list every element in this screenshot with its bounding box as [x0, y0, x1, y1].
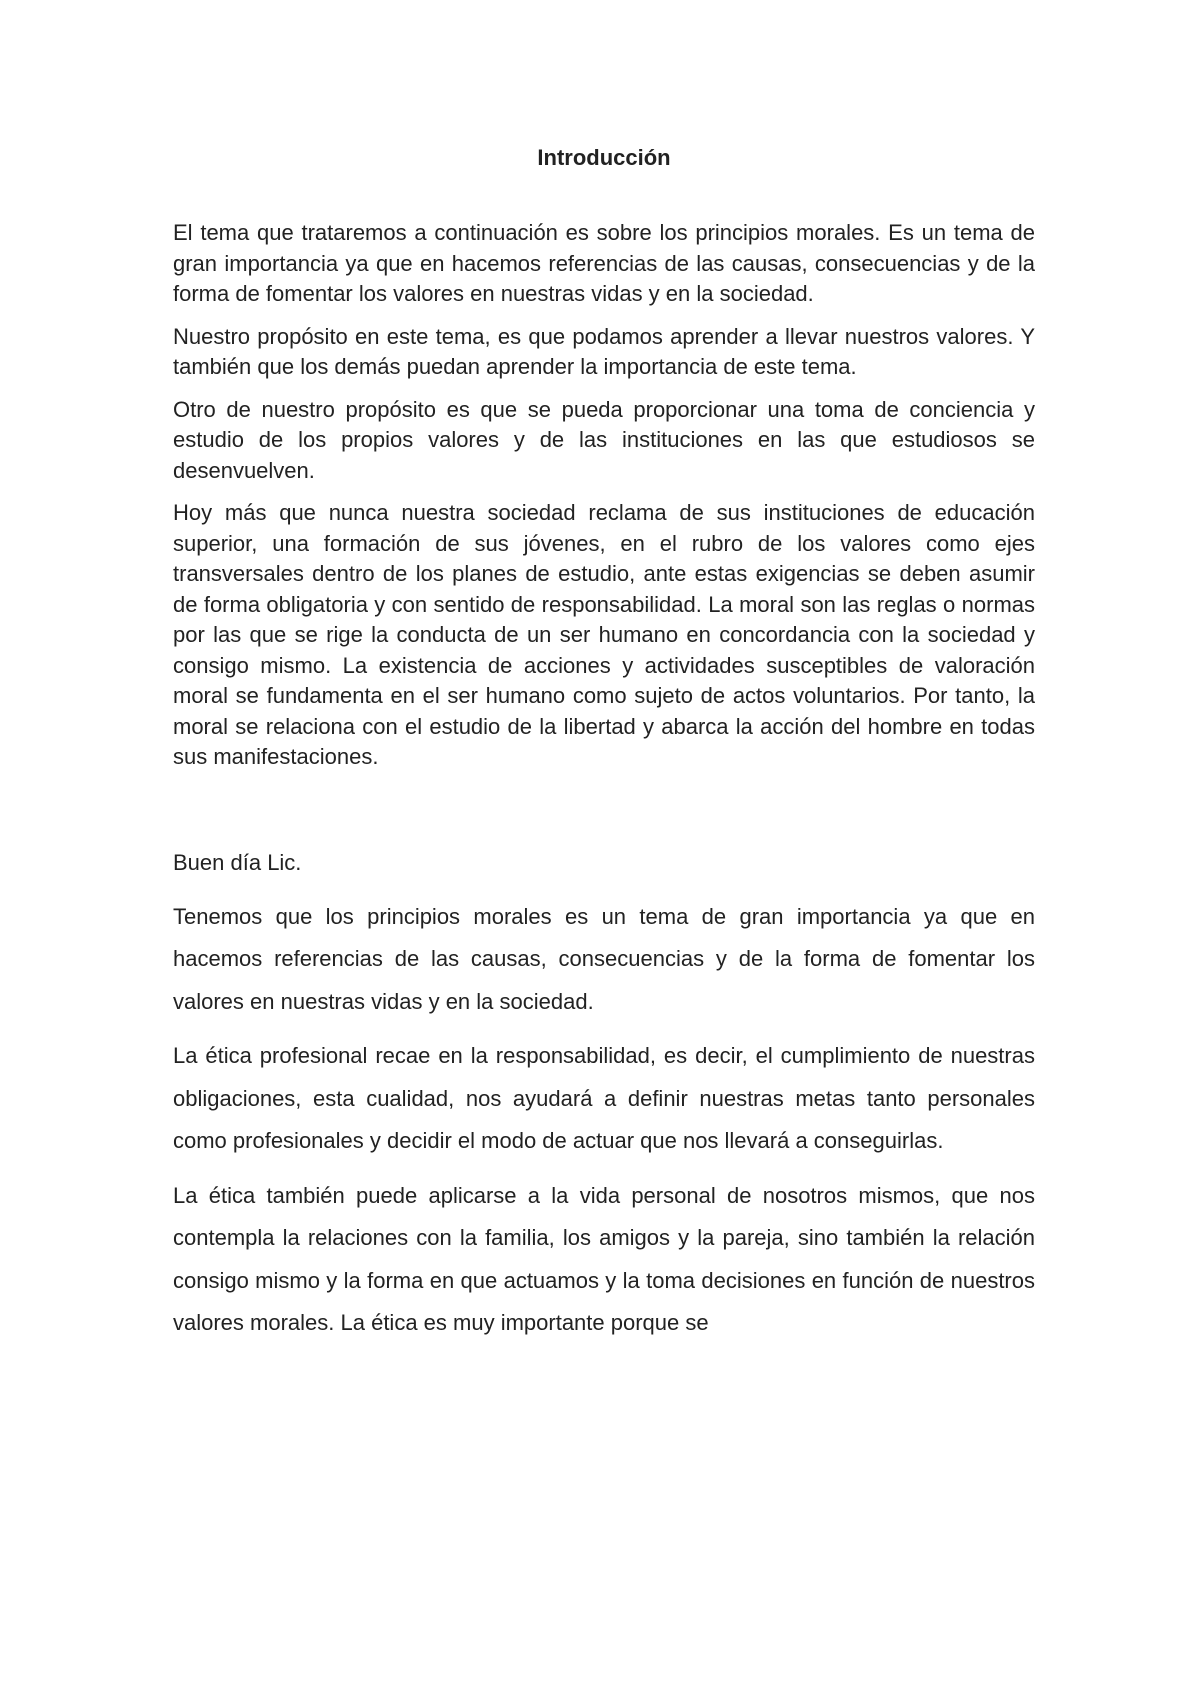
document-content	[173, 138, 1035, 1357]
body-paragraph-3: La ética también puede aplicarse a la vida personal de nosotros mismos, que nos contempla la relaciones con la familia, los amigos y la pareja, sino también la relación consigo mismo y la forma en que actuamos y la toma decisiones en función de nuestros valores morales. La ética es muy importante porque se	[173, 1182, 1035, 1335]
greeting: Buen día Lic.	[173, 849, 302, 875]
body-paragraph-2: La ética profesional recae en la responsabilidad, es decir, el cumplimiento de nuestras obligaciones, esta cualidad, nos ayudará a definir nuestras metas tanto personales como profesionales y decidir el modo de actuar que nos llevará a conseguirlas.	[173, 1043, 1035, 1153]
page-title: Introducción	[537, 145, 671, 170]
intro-paragraph-2: Nuestro propósito en este tema, es que podamos aprender a llevar nuestros valores. Y también que los demás puedan aprender la importancia de este tema.	[173, 323, 1035, 379]
intro-paragraph-3: Otro de nuestro propósito es que se pueda proporcionar una toma de conciencia y estudio de los propios valores y de las instituciones en las que estudiosos se desenvuelven.	[173, 396, 1035, 483]
intro-paragraph-1: El tema que trataremos a continuación es sobre los principios morales. Es un tema de gran importancia ya que en hacemos referencias de las causas, consecuencias y de la forma de fomentar los valores en nuestras vidas y en la sociedad.	[173, 220, 1035, 306]
intro-paragraph-4: Hoy más que nunca nuestra sociedad reclama de sus instituciones de educación superior, una formación de sus jóvenes, en el rubro de los valores como ejes transversales dentro de los planes de estudio, ante estas exigencias se deben asumir de forma obligatoria y con sentido de responsabilidad. La moral son las reglas o normas por las que se rige la conducta de un ser humano en concordancia con la sociedad y consigo mismo. La existencia de acciones y actividades susceptibles de valoración moral se fundamenta en el ser humano como sujeto de actos voluntarios. Por tanto, la moral se relaciona con el estudio de la libertad y abarca la acción del hombre en todas sus manifestaciones.	[173, 500, 1035, 769]
body-paragraph-1: Tenemos que los principios morales es un tema de gran importancia ya que en hacemos referencias de las causas, consecuencias y de la forma de fomentar los valores en nuestras vidas y en la sociedad.	[173, 903, 1035, 1014]
